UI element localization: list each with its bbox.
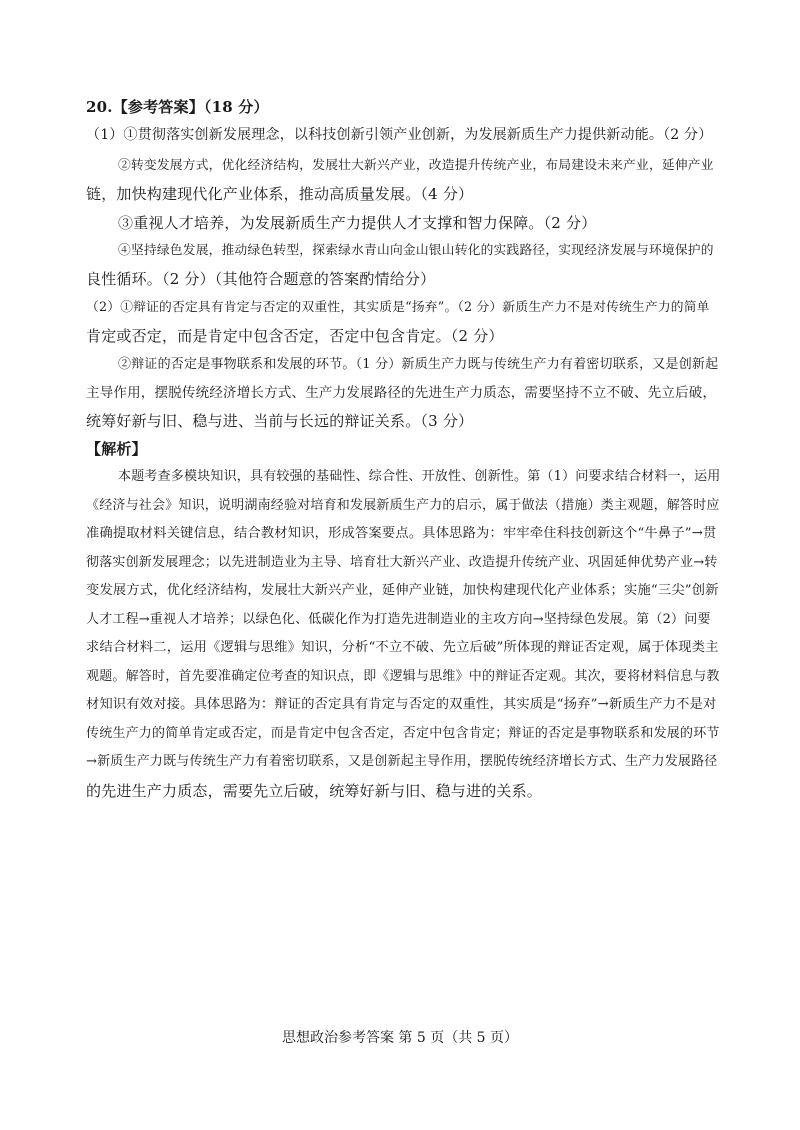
analysis-line-6: 人才工程→重视人才培养；以绿色化、低碳化作为打造先进制造业的主攻方向→坚持绿色发展。第（2）问要 — [86, 612, 711, 627]
part1-line-2: ②转变发展方式，优化经济结构，发展壮大新兴产业，改造提升传统产业，布局建设未来产业，延伸产业 — [118, 158, 714, 173]
analysis-line-8: 观题。解答时，首先要准确定位考查的知识点，即《逻辑与思维》中的辩证否定观。其次，要将材料信息与教 — [86, 669, 720, 684]
part2-line-5: 统筹好新与旧、稳与进、当前与长远的辩证关系。（3 分） — [86, 412, 474, 430]
analysis-line-2: 《经济与社会》知识，说明湖南经验对培育和发展新质生产力的启示，属于做法（措施）类主观题，解答时应 — [86, 498, 720, 513]
analysis-line-7: 求结合材料二，运用《逻辑与思维》知识，分析“不立不破、先立后破”所体现的辩证否定观，属于体现类主 — [86, 640, 719, 655]
analysis-line-11: →新质生产力既与传统生产力有着密切联系，又是创新起主导作用，摆脱传统经济增长方式、生产力发展路径 — [86, 754, 718, 769]
part1-line-1: （1）①贯彻落实创新发展理念，以科技创新引领产业创新，为发展新质生产力提供新动能。（2 分） — [86, 127, 713, 143]
analysis-line-9: 材知识有效对接。具体思路为：辩证的否定具有肯定与否定的双重性，其实质是“扬弃”→新质生产力不是对 — [86, 697, 717, 712]
page-footer: 思想政治参考答案 第 5 页（共 5 页） — [281, 1030, 519, 1046]
part1-line-4: ③重视人才培养，为发展新质生产力提供人才支撑和智力保障。（2 分） — [118, 214, 597, 232]
part1-line-6: 良性循环。（2 分）（其他符合题意的答案酌情给分） — [86, 270, 436, 288]
analysis-line-10: 传统生产力的简单肯定或否定，而是肯定中包含否定，否定中包含肯定；辩证的否定是事物联系和发展的环节 — [86, 726, 720, 741]
analysis-line-5: 变发展方式，优化经济结构，发展壮大新兴产业，延伸产业链，加快构建现代化产业体系；实施“三尖”创新 — [86, 583, 719, 598]
analysis-line-4: 彻落实创新发展理念；以先进制造业为主导、培育壮大新兴产业、改造提升传统产业、巩固延伸优势产业→转 — [86, 555, 718, 570]
analysis-line-3: 准确提取材料关键信息，结合教材知识，形成答案要点。具体思路为：牢牢牵住科技创新这个“牛鼻子”→贯 — [86, 526, 717, 541]
part1-line-5: ④坚持绿色发展，推动绿色转型，探索绿水青山向金山银山转化的实践路径，实现经济发展与环境保护的 — [118, 243, 714, 258]
answer-heading: 20.【参考答案】（18 分） — [86, 98, 269, 116]
analysis-heading: 【解析】 — [86, 440, 147, 458]
part2-line-4: 主导作用，摆脱传统经济增长方式、生产力发展路径的先进生产力质态，需要坚持不立不破、先立后破， — [86, 385, 717, 401]
analysis-line-1: 本题考查多模块知识，具有较强的基础性、综合性、开放性、创新性。第（1）问要求结合材料一，运用 — [118, 469, 721, 484]
part2-line-1: （2）①辩证的否定具有肯定与否定的双重性，其实质是“扬弃”。（2 分）新质生产力不是对传统生产力的简单 — [86, 300, 710, 315]
part2-line-3: ②辩证的否定是事物联系和发展的环节。（1 分）新质生产力既与传统生产力有着密切联系，又是创新起 — [118, 357, 719, 372]
part2-line-2: 肯定或否定，而是肯定中包含否定，否定中包含肯定。（2 分） — [86, 327, 504, 345]
part1-line-3: 链，加快构建现代化产业体系，推动高质量发展。（4 分） — [86, 185, 474, 203]
analysis-line-12: 的先进生产力质态，需要先立后破，统筹好新与旧、稳与进的关系。 — [86, 782, 543, 800]
